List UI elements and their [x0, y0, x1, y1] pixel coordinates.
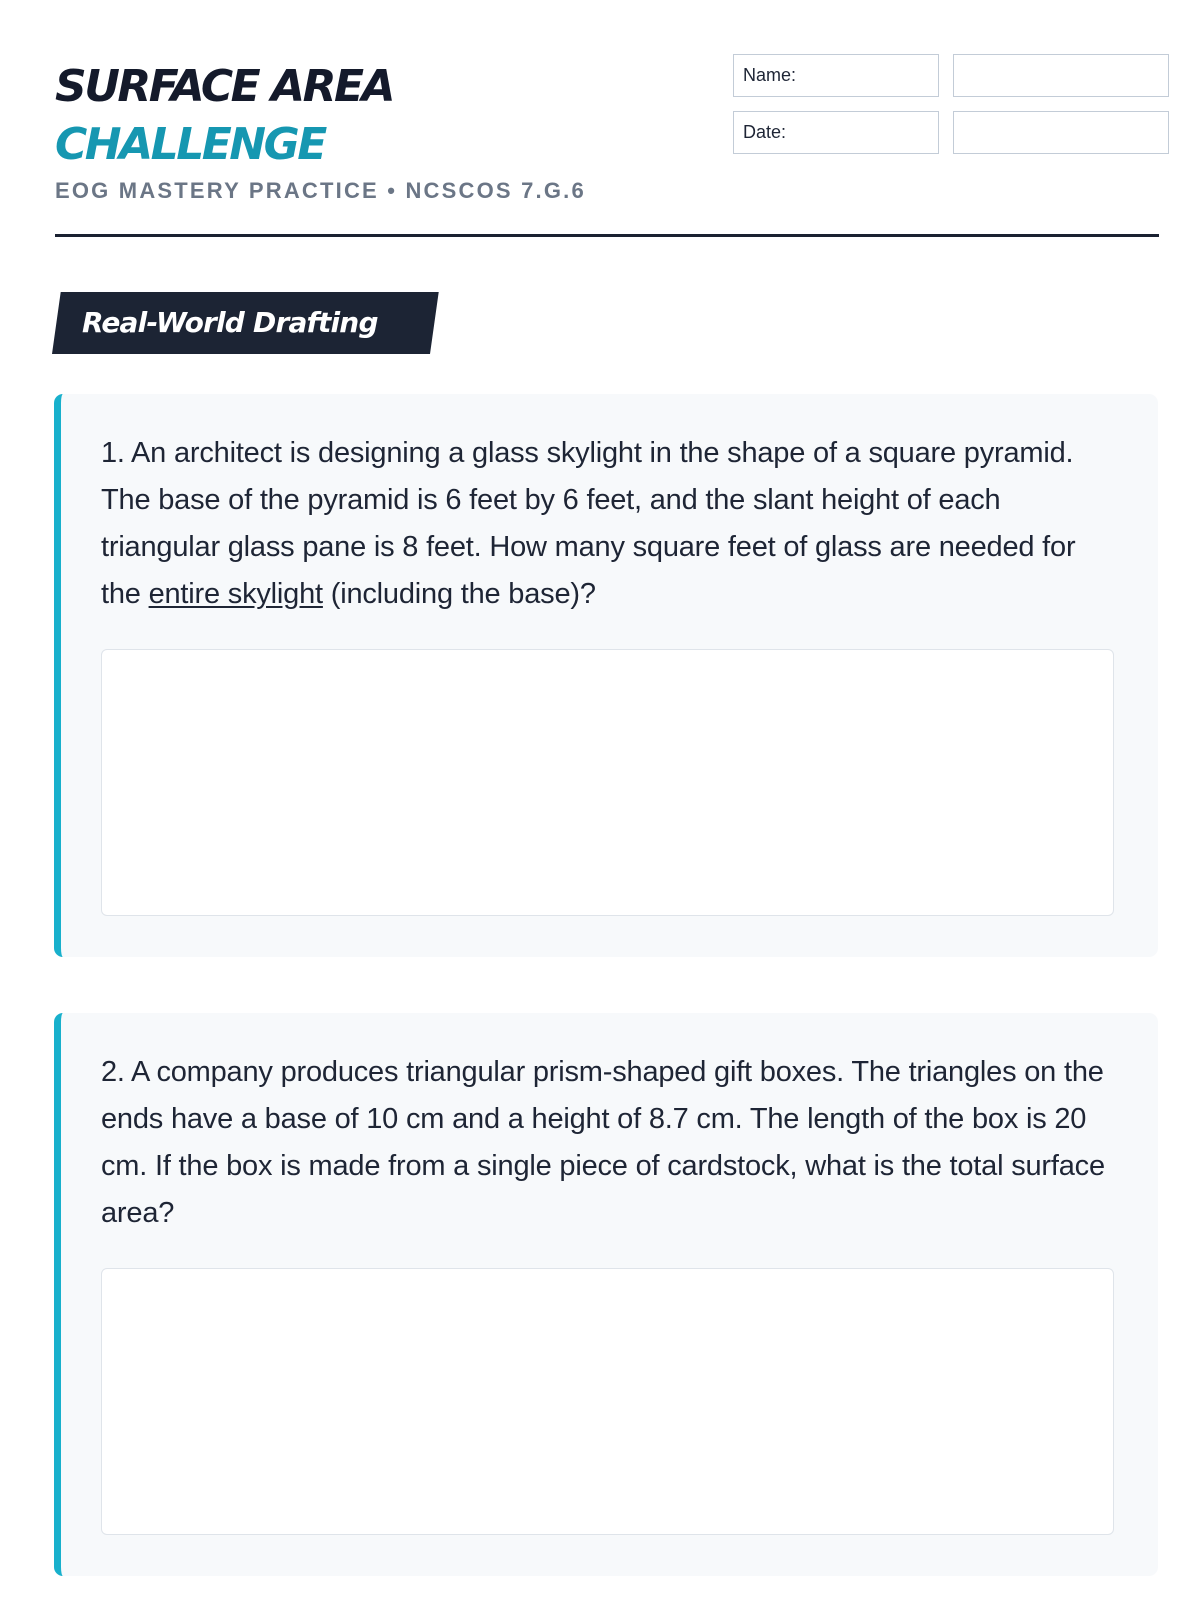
question-text-2	[101, 1049, 1121, 1237]
question-1-text-part: 1. An architect is designing a glass skylight in the shape of a square pyramid. The base of the pyramid is 6 feet by 6 feet, and the slant height of each triangular glass pane is 8 feet. How many square feet of glass are needed for the	[101, 437, 1076, 610]
date-field[interactable]	[953, 111, 1169, 154]
question-2-text-part: 2. A company produces triangular prism-shaped gift boxes. The triangles on the ends have a base of 10 cm and a height of 8.7 cm. The length of the box is 20 cm. If the box is made from a single piece of cardstock, what is the total surface area?	[101, 1056, 1105, 1229]
worksheet-subtitle: EOG MASTERY PRACTICE • NCSCOS 7.G.6	[55, 178, 586, 203]
question-text-1	[101, 430, 1121, 618]
section-tag-label: Real-World Drafting	[82, 306, 378, 339]
name-field[interactable]	[953, 54, 1169, 97]
question-card-1	[54, 394, 1158, 957]
answer-box-1[interactable]	[101, 649, 1114, 916]
worksheet-title	[55, 58, 393, 174]
title-line-2: CHALLENGE	[55, 119, 325, 170]
title-line-1: SURFACE AREA	[55, 61, 394, 112]
header-divider	[55, 234, 1159, 237]
question-1-text-end: (including the base)?	[322, 578, 596, 610]
answer-box-2[interactable]	[101, 1268, 1114, 1535]
date-label: Date:	[733, 111, 939, 154]
section-tag	[48, 292, 430, 354]
question-card-2	[54, 1013, 1158, 1576]
question-1-emphasis: entire skylight	[148, 578, 323, 610]
name-label: Name:	[733, 54, 939, 97]
